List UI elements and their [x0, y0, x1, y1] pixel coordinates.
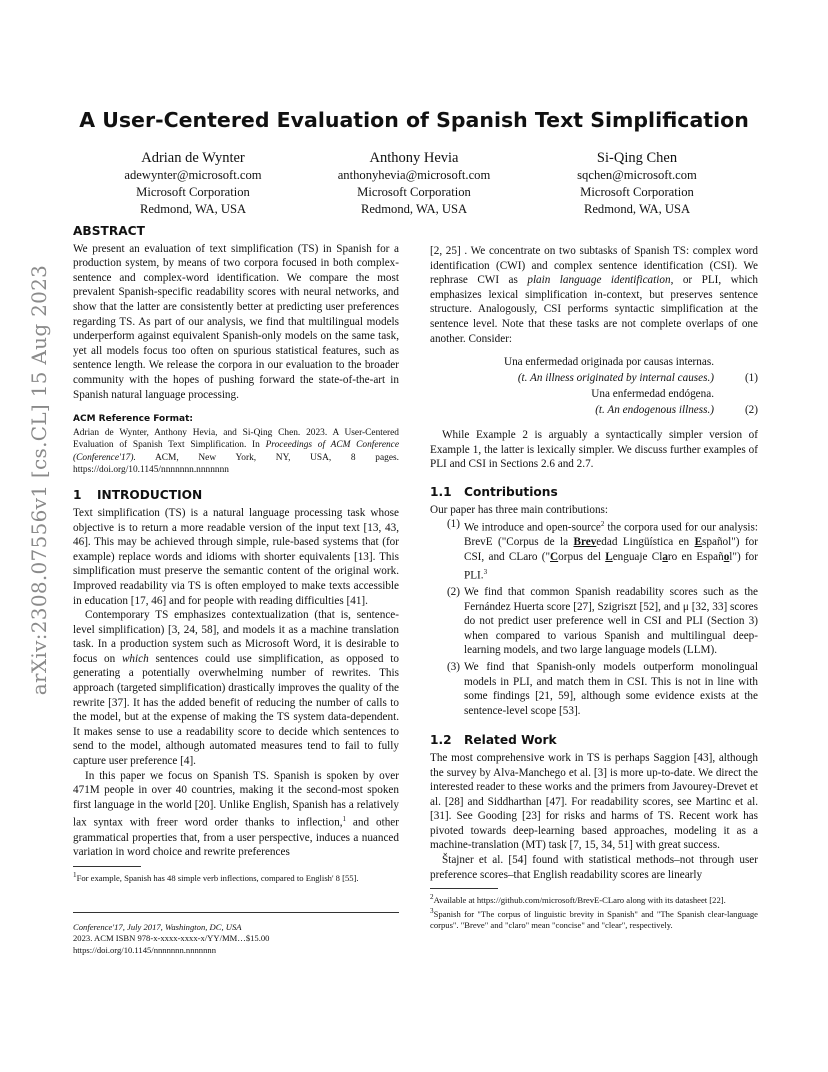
- author-email: anthonyhevia@microsoft.com: [337, 168, 491, 182]
- arxiv-side-label: arXiv:2308.07556v1 [cs.CL] 15 Aug 2023: [27, 264, 51, 696]
- author-name: Si-Qing Chen: [596, 150, 678, 166]
- author-name: Adrian de Wynter: [141, 150, 245, 166]
- author-location: Redmond, WA, USA: [139, 202, 247, 216]
- author-location: Redmond, WA, USA: [360, 202, 468, 216]
- author-affiliation: Microsoft Corporation: [580, 185, 694, 199]
- contributions-list: [430, 517, 758, 718]
- author-block: [304, 149, 524, 218]
- footnote: $^1$For example, Spanish has 48 simple verb inflections, compared to English' 8 [55].: [73, 870, 359, 883]
- body-paragraph: The most comprehensive work in TS is perhaps Saggion [43], although the survey by Alva-Manchego et al. [3] is more up-to-date. We direct the interested reader to these works and the primers from Javourey-Drevet et al. [28] and Siddharthan [47]. For readability scores, see Martinc et al. [31]. See Gooding [23] for risks and harms of TS. Recent work has pivoted towards deep-learning based approaches, modeling it as a machine-translation (MT) task [7, 15, 34, 51] with great success.: [430, 751, 758, 852]
- related-work-heading: 1.2 Related Work: [430, 733, 557, 748]
- paper-title: A User-Centered Evaluation of Spanish Text Simplification: [79, 108, 749, 132]
- list-item: (1) We introduce and open-source$^2$ the corpora used for our analysis: BrevE ("Corpus de la Brevedad Lingüística en Español") for CSI, and CLaro ("Corpus del Lenguaje Claro en Español") for PLI.$^3$: [446, 518, 759, 582]
- example-spanish: Una enfermedad endógena.: [591, 388, 714, 401]
- author-location: Redmond, WA, USA: [583, 202, 691, 216]
- example-english: (t. An endogenous illness.) (2): [595, 404, 758, 417]
- acm-reference-text: Adrian de Wynter, Anthony Hevia, and Si-Qing Chen. 2023. A User-Centered Evaluation of Spanish Text Simplification. In Proceedings of ACM Conference (Conference'17). ACM, New York, NY, USA, 8 pages. https://doi.org/10.1145/nnnnnnn.nnnnnnn: [73, 427, 399, 475]
- example-spanish: Una enfermedad originada por causas internas.: [504, 356, 714, 369]
- footnote-rule: [430, 888, 498, 889]
- footnote: $^2$Available at https://github.com/microsoft/BrevE-CLaro along with its datasheet [22].: [430, 893, 726, 906]
- abstract-text: We present an evaluation of text simplification (TS) in Spanish for a production system, by means of two corpora focused in both complex-sentence and complex-word identification. We compare the most prevalent Spanish-specific readability scores with neural networks, and show that the latter are consistently better at predicting user preferences regarding TS. As part of our analysis, we find that multilingual models underperform against equivalent Spanish-only models on the same task, yet all models focus too often on spurious statistical features, such as sentence length. We release the corpora in our evaluation to the broader community with the hopes of pushing forward the state-of-the-art in Spanish natural language processing.: [73, 242, 399, 401]
- body-paragraph: Štajner et al. [54] found with statistical methods–not through user preference scores–that English readability scores are linearly: [430, 854, 758, 881]
- left-column: [73, 224, 399, 884]
- body-paragraph: While Example 2 is arguably a syntactically simpler version of Example 1, the latter is lexically simpler. We discuss further examples of PLI and CSI in Sections 2.6 and 2.7.: [430, 429, 758, 471]
- conference-info: Conference'17, July 2017, Washington, DC, USA 2023. ACM ISBN 978-x-xxxx-xxxx-x/YY/MM…$15.00 https://doi.org/10.1145/nnnnnnn.nnnnnnn: [73, 912, 399, 956]
- author-name: Anthony Hevia: [369, 150, 459, 166]
- author-block: [527, 149, 747, 218]
- author-email: adewynter@microsoft.com: [124, 168, 262, 182]
- intro-paragraph: In this paper we focus on Spanish TS. Spanish is spoken by over 471M people in over 40 countries, making it the second-most spoken first language in the world [20]. Unlike English, Spanish has a relatively lax syntax with freer word order thanks to inflection,$^1$ and other grammatical properties that, from a user perspective, induces a nuanced variation in word choice and rewrite preferences: [73, 769, 399, 859]
- author-email: sqchen@microsoft.com: [577, 168, 697, 182]
- list-item: (3) We find that Spanish-only models outperform monolingual models in PLI, and match them in CSI. This is not in line with some findings [21, 59], although some evidence exists at the sentence-level scope [53].: [446, 660, 758, 717]
- contributions-heading: 1.1 Contributions: [430, 484, 558, 499]
- footnote-rule: [73, 866, 141, 867]
- acm-reference-heading: ACM Reference Format:: [73, 414, 193, 425]
- right-intro-paragraph: [2, 25] . We concentrate on two subtasks of Spanish TS: complex word identification (CWI) and complex sentence identification (CSI). We rephrase CWI as plain language identification, or PLI, which emphasizes lexical simplification in-context, but preserves sentence structure. Analogously, CSI performs syntactic simplification at the sentence level. Note that these tasks are not complete overlaps of one another. Consider:: [430, 245, 758, 345]
- author-affiliation: Microsoft Corporation: [357, 185, 471, 199]
- intro-paragraph: Contemporary TS emphasizes contextualization (that is, sentence-level simplification) [3, 24, 58], and models it as a machine translation task. In a production system such as Microsoft Word, it is desirable to focus on which sentences could use simplification, as opposed to generating a potentially overwhelming number of rewrites. This approach (targeted simplification) drastically improves the quality of the rewrite [37]. It has the added benefit of reducing the number of calls to the model, but at the expense of making the TS system data-dependent. It makes sense to use a readability score to decide which sentences to send to the model, although automated measures tend to fail to fully capture user preference [4].: [73, 609, 399, 768]
- right-column: [430, 244, 758, 931]
- intro-paragraph: Text simplification (TS) is a natural language processing task whose objective is to return a more readable version of the input text [13, 43, 46]. This may be achieved through simple, rule-based systems that (for example) replace words and idioms with shorter equivalents [13]. This simplification must preserve the semantic content of the original work. Improved readability via TS is often employed to make texts accessible in education [17, 46] and for people with reading difficulties [41].: [73, 506, 399, 607]
- footnote: $^3$Spanish for "The corpus of linguistic brevity in Spanish" and "The Spanish clear-language corpus". "Breve" and "claro" mean "concise" and "clear", respectively.: [430, 907, 758, 930]
- intro-heading: 1 INTRODUCTION: [73, 488, 203, 503]
- contributions-lead: Our paper has three main contributions:: [430, 503, 609, 516]
- author-block: [83, 149, 303, 218]
- example-english: (t. An illness originated by internal causes.) (1): [517, 372, 758, 385]
- author-affiliation: Microsoft Corporation: [136, 185, 250, 199]
- abstract-heading: ABSTRACT: [73, 224, 145, 238]
- list-item: (2) We find that common Spanish readability scores such as the Fernández Huerta score [27], Szigriszt [52], and μ [32, 33] scores do not predict user preference well in CSI and PLI (Section 3) when compared to various Spanish and multilingual deep-learning models, and two large language models (LLM).: [446, 585, 758, 657]
